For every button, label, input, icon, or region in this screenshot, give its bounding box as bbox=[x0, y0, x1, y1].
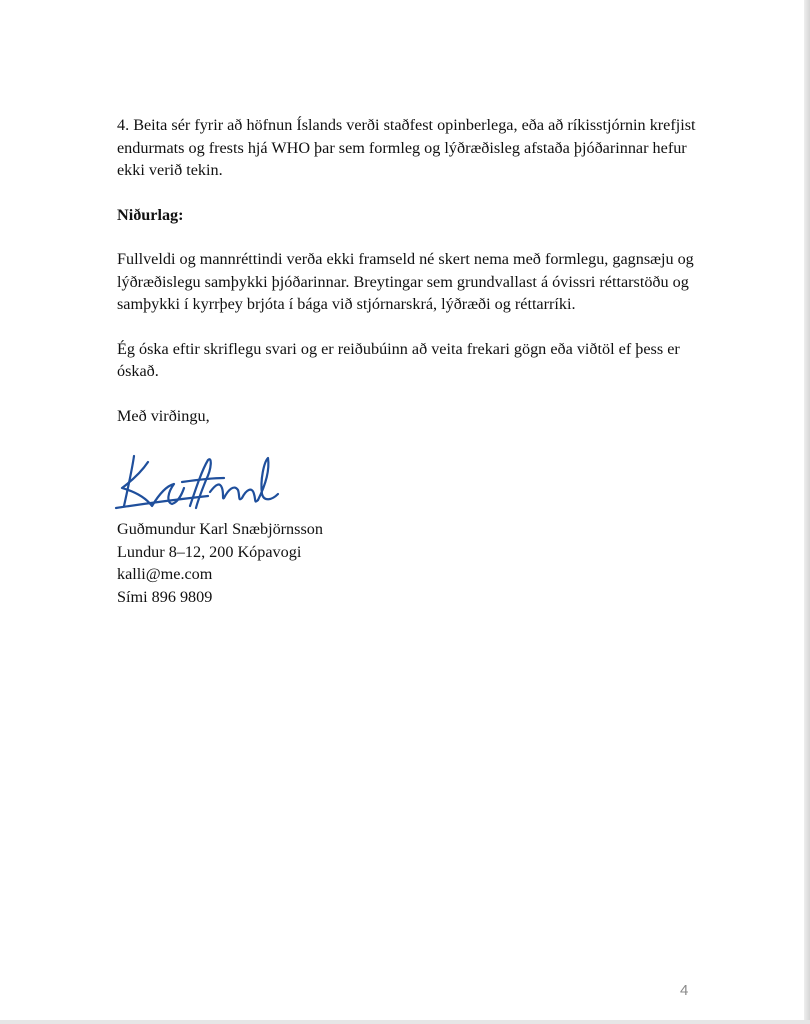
sender-contact-block bbox=[117, 518, 323, 608]
sender-phone: Sími 896 9809 bbox=[117, 587, 213, 606]
page-number: 4 bbox=[680, 982, 689, 999]
sender-name: Guðmundur Karl Snæbjörnsson bbox=[117, 520, 323, 538]
handwritten-signature bbox=[112, 448, 282, 524]
closing-salutation: Með virðingu, bbox=[117, 406, 210, 425]
document-body bbox=[117, 114, 697, 427]
paragraph-request: Ég óska eftir skriflegu svari og er reiðubúinn að veita frekari gögn eða viðtöl ef þess er óskað. bbox=[117, 339, 680, 380]
page-bottom-edge bbox=[0, 1020, 810, 1024]
sender-email: kalli@me.com bbox=[117, 565, 213, 583]
page-edge bbox=[804, 0, 810, 1024]
paragraph-conclusion: Fullveldi og mannréttindi verða ekki framseld né skert nema með formlegu, gagnsæju og lýðræðislegu samþykki þjóðarinnar. Breytingar sem grundvallast á óvissri réttarstöðu og samþykki í kyrrþey brjóta í bága við stjórnarskrá, lýðræði og réttarríki. bbox=[117, 250, 694, 313]
paragraph-point-4: 4. Beita sér fyrir að höfnun Íslands verði staðfest opinberlega, eða að ríkisstjórnin krefjist endurmats og frests hjá WHO þar sem formleg og lýðræðisleg afstaða þjóðarinnar hefur ekki verið tekin. bbox=[117, 116, 696, 179]
sender-address: Lundur 8–12, 200 Kópavogi bbox=[117, 542, 302, 561]
conclusion-heading: Niðurlag: bbox=[117, 205, 184, 224]
